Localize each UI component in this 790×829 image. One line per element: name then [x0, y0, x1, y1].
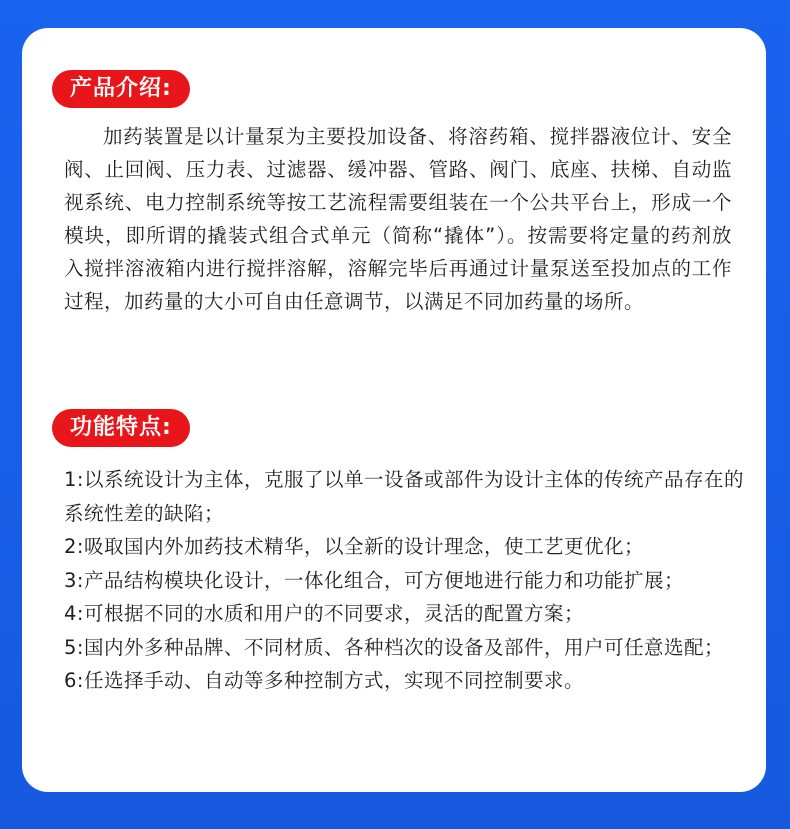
- section-title-product-intro: 产品介绍:: [52, 70, 190, 108]
- feature-item: 1:以系统设计为主体，克服了以单一设备或部件为设计主体的传统产品存在的系统性差的缺陷；: [64, 468, 744, 525]
- product-intro-paragraph: 加药装置是以计量泵为主要投加设备、将溶药箱、搅拌器液位计、安全阀、止回阀、压力表、过滤器、缓冲器、管路、阀门、底座、扶梯、自动监视系统、电力控制系统等按工艺流程需要组装在一个公共平台上，形成一个模块，即所谓的撬装式组合式单元（简称“撬体”）。按需要将定量的药剂放入搅拌溶液箱内进行搅拌溶解，溶解完毕后再通过计量泵送至投加点的工作过程，加药量的大小可自由任意调节，以满足不同加药量的场所。: [64, 125, 732, 313]
- feature-item: 4:可根据不同的水质和用户的不同要求，灵活的配置方案；: [64, 602, 584, 625]
- feature-list: [64, 463, 744, 698]
- content-card: [22, 28, 766, 792]
- feature-item: 6:任选择手动、自动等多种控制方式，实现不同控制要求。: [64, 669, 584, 692]
- feature-item: 2:吸取国内外加药技术精华，以全新的设计理念，使工艺更优化；: [64, 535, 644, 558]
- feature-item: 3:产品结构模块化设计，一体化组合，可方便地进行能力和功能扩展；: [64, 568, 684, 592]
- section-title-features: 功能特点:: [52, 409, 190, 447]
- feature-item: 5:国内外多种品牌、不同材质、各种档次的设备及部件，用户可任意选配；: [64, 635, 724, 659]
